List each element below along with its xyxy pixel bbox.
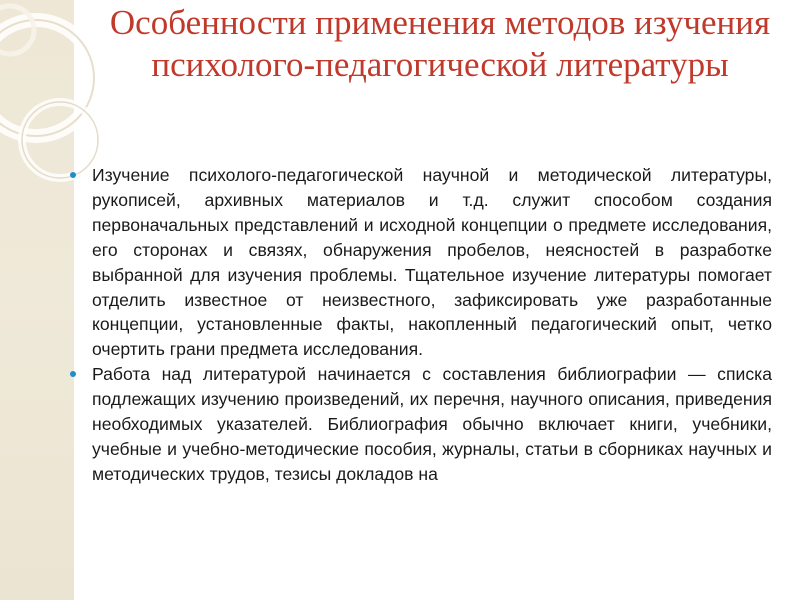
bullet-dot-icon xyxy=(70,371,76,377)
bullet-text: Изучение психолого-педагогической научной и методической литературы, рукописей, архивных материалов и т.д. служит способом создания первоначальных представлений и исходной концепции о предмете исследования, его сторонах и связях, обнаружения пробелов, неясностей в разработке выбранной для изучения проблемы. Тщательное изучение литературы помогает отделить известное от неизвестного, зафиксировать уже разработанные концепции, установленные факты, накопленный педагогический опыт, четко очертить грани предмета исследования. xyxy=(92,165,772,360)
bullet-dot-icon xyxy=(70,172,76,178)
bullet-text: Работа над литературой начинается с составления библиографии — списка подлежащих изучению произведений, их перечня, научного описания, приведения необходимых указателей. Библиография обычно включает книги, учебники, учебные и учебно-методические пособия, журналы, статьи в сборниках научных и методических трудов, тезисы докладов на xyxy=(92,364,772,484)
slide-title: Особенности применения методов изучения психолого-педагогической литературы xyxy=(109,3,771,84)
bullet-item xyxy=(92,362,772,487)
slide-body xyxy=(92,163,772,487)
bullet-item xyxy=(92,163,772,362)
